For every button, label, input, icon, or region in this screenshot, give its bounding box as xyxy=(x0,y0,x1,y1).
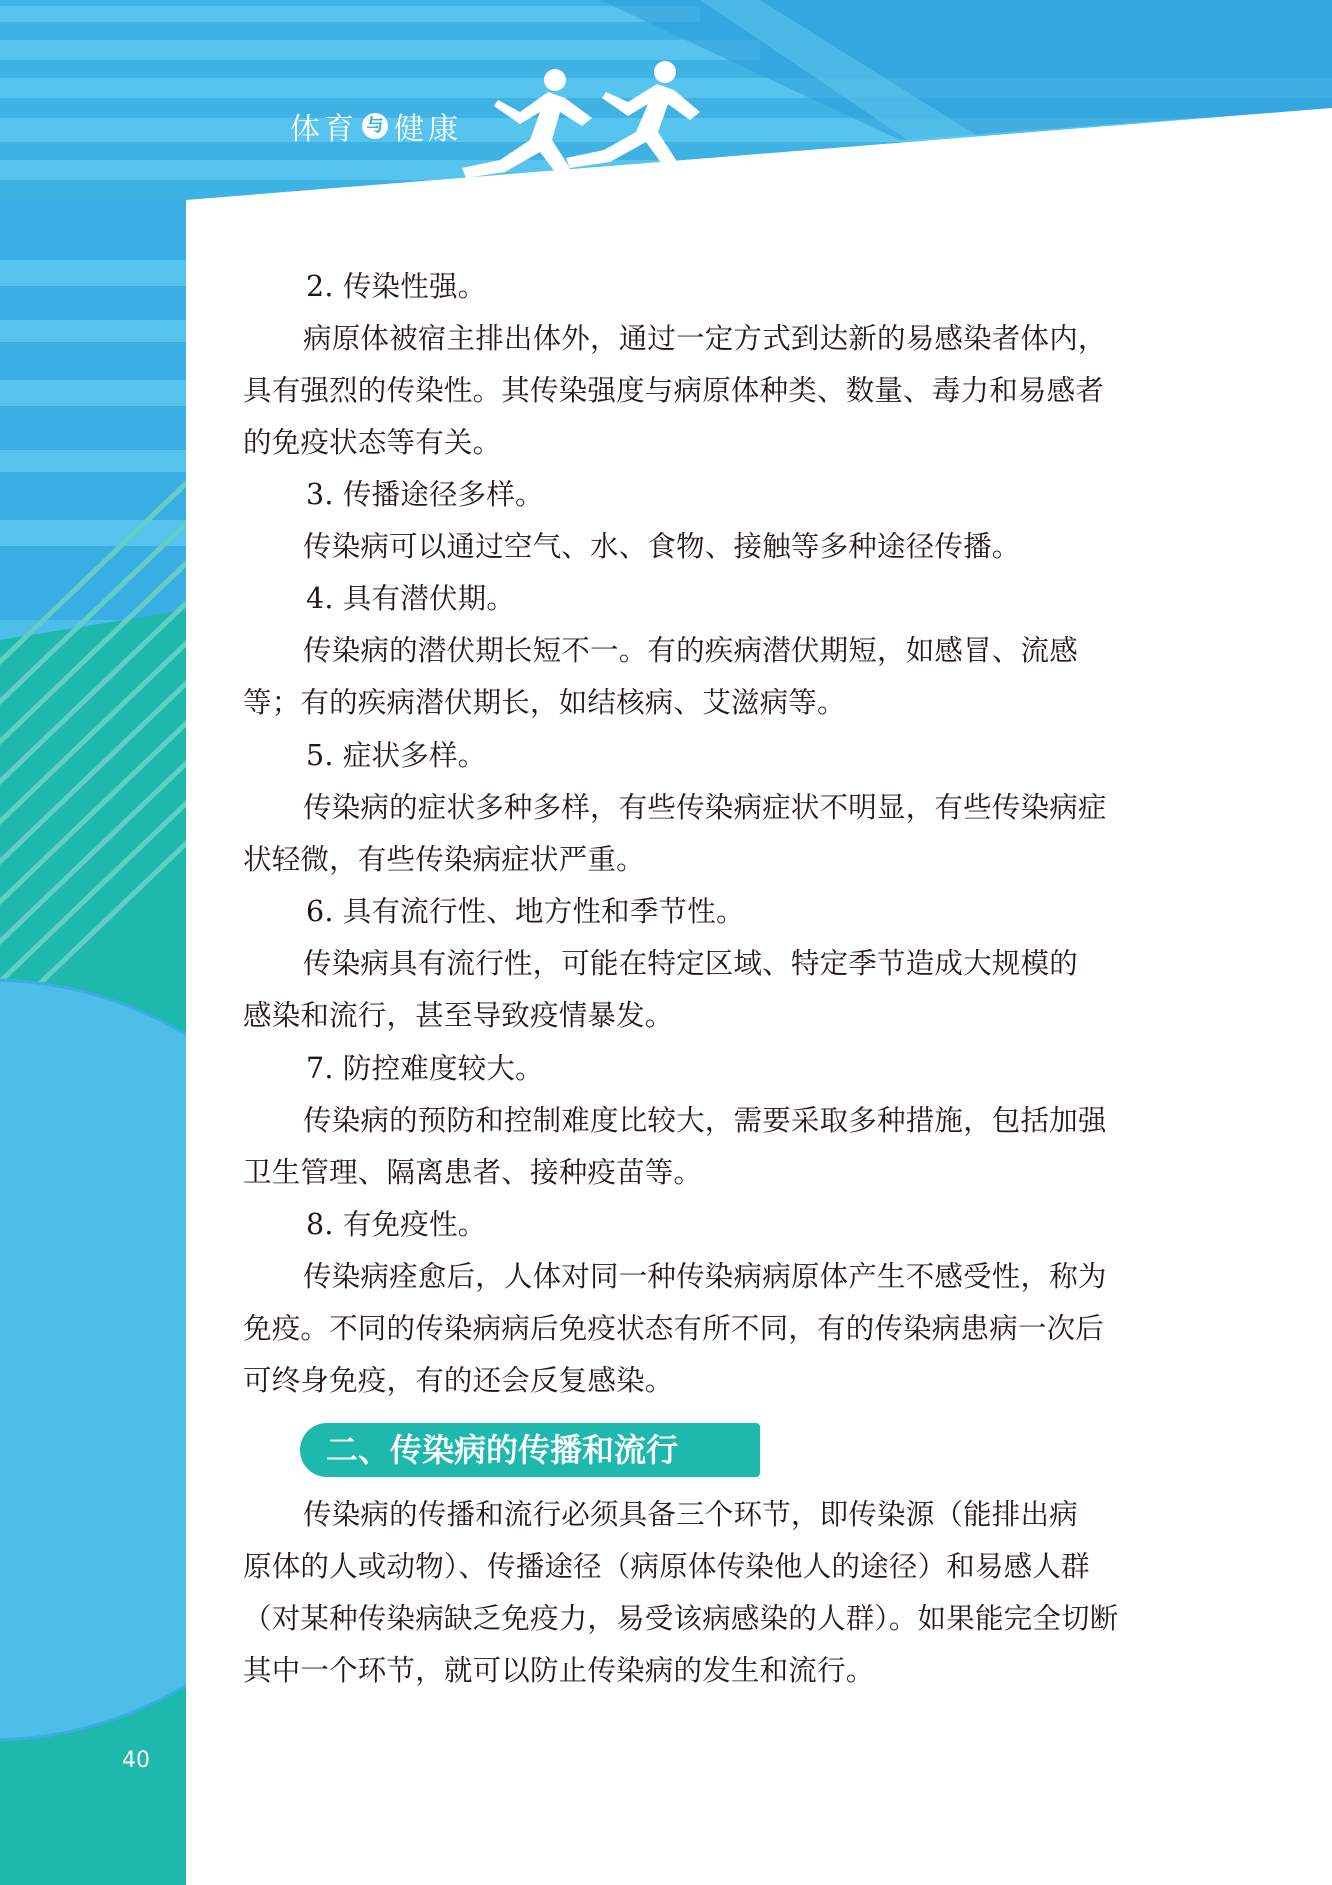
paragraph-line: 传染病可以通过空气、水、食物、接触等多种途径传播。 xyxy=(303,530,1021,563)
subheading-7: 7. 防控难度较大。 xyxy=(306,1052,544,1085)
subheading-2: 2. 传染性强。 xyxy=(306,270,487,303)
paragraph-line: 其中一个环节，就可以防止传染病的发生和流行。 xyxy=(243,1654,875,1687)
paragraph-line: 传染病的传播和流行必须具备三个环节，即传染源（能排出病 xyxy=(303,1498,1078,1531)
paragraph-line: 传染病的潜伏期长短不一。有的疾病潜伏期短，如感冒、流感 xyxy=(303,634,1078,667)
paragraph-line: 传染病痊愈后，人体对同一种传染病病原体产生不感受性，称为 xyxy=(303,1260,1107,1293)
book-title-connector: 与 xyxy=(362,113,388,139)
book-title xyxy=(290,104,462,148)
paragraph-line: 可终身免疫，有的还会反复感染。 xyxy=(243,1364,674,1397)
paragraph-line: 的免疫状态等有关。 xyxy=(243,426,502,459)
paragraph-line: 卫生管理、隔离患者、接种疫苗等。 xyxy=(243,1156,703,1189)
paragraph-line: 传染病的预防和控制难度比较大，需要采取多种措施，包括加强 xyxy=(303,1104,1107,1137)
paragraph-line: 传染病的症状多种多样，有些传染病症状不明显，有些传染病症 xyxy=(303,791,1107,824)
paragraph-line: 原体的人或动物）、传播途径（病原体传染他人的途径）和易感人群 xyxy=(243,1550,1090,1583)
subheading-5: 5. 症状多样。 xyxy=(306,739,487,772)
paragraph-line: 具有强烈的传染性。其传染强度与病原体种类、数量、毒力和易感者 xyxy=(243,374,1105,407)
paragraph-line: 免疫。不同的传染病病后免疫状态有所不同，有的传染病患病一次后 xyxy=(243,1312,1105,1345)
subheading-6: 6. 具有流行性、地方性和季节性。 xyxy=(306,895,745,928)
paragraph-line: 状轻微，有些传染病症状严重。 xyxy=(243,843,645,876)
paragraph-line: 传染病具有流行性，可能在特定区域、特定季节造成大规模的 xyxy=(303,947,1078,980)
subheading-3: 3. 传播途径多样。 xyxy=(306,478,544,511)
paragraph-line: 病原体被宿主排出体外，通过一定方式到达新的易感染者体内， xyxy=(303,322,1107,355)
section-title: 二、传染病的传播和流行 xyxy=(326,1431,679,1469)
subheading-8: 8. 有免疫性。 xyxy=(306,1208,487,1241)
book-title-part1: 体育 xyxy=(290,112,358,147)
paragraph-line: （对某种传染病缺乏免疫力，易受该病感染的人群）。如果能完全切断 xyxy=(243,1602,1119,1635)
paragraph-line: 等；有的疾病潜伏期长，如结核病、艾滋病等。 xyxy=(243,686,846,719)
book-title-part2: 健康 xyxy=(394,112,462,147)
subheading-4: 4. 具有潜伏期。 xyxy=(306,582,516,615)
page-number: 40 xyxy=(122,1748,150,1773)
paragraph-line: 感染和流行，甚至导致疫情暴发。 xyxy=(243,999,674,1032)
